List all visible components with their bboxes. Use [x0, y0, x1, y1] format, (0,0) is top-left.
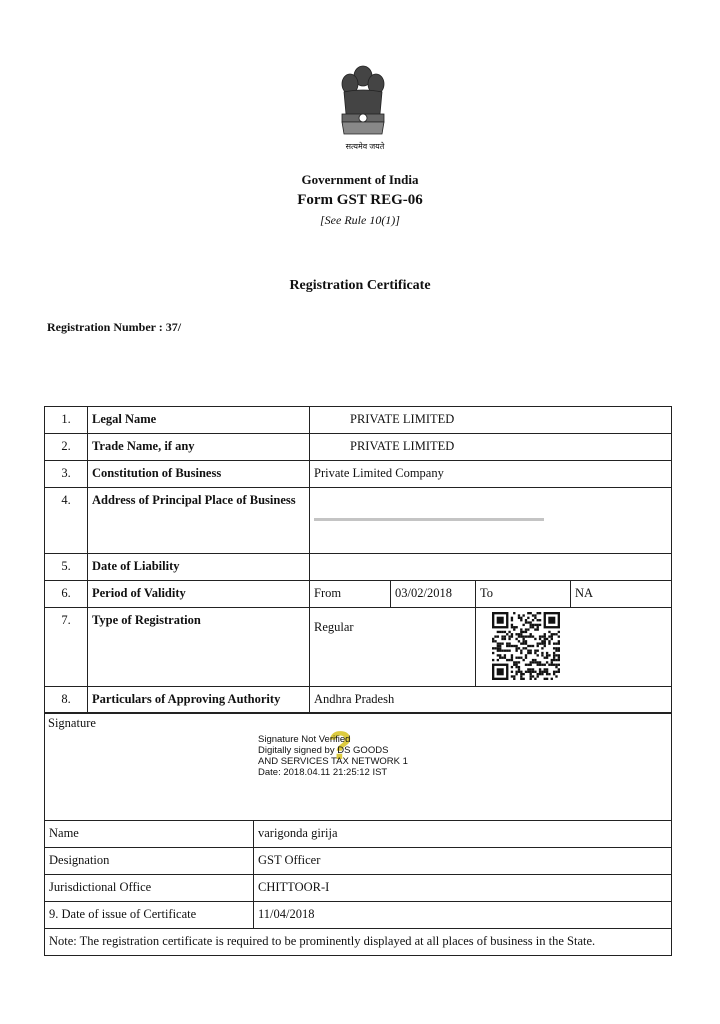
validity-to-value: NA [571, 581, 672, 608]
signature-row [45, 713, 672, 821]
emblem-motto: सत्यमेव जयते [345, 142, 385, 151]
designation-label: Designation [45, 848, 254, 875]
row-number: 1. [45, 407, 88, 434]
details-table [44, 406, 672, 714]
table-row [45, 434, 672, 461]
validity-from-date: 03/02/2018 [391, 581, 476, 608]
table-row [45, 902, 672, 929]
row-number: 2. [45, 434, 88, 461]
validity-to-label: To [476, 581, 571, 608]
row-number: 6. [45, 581, 88, 608]
approving-authority-value: Andhra Pradesh [310, 687, 672, 714]
jurisdictional-office-value: CHITTOOR-I [254, 875, 672, 902]
validity-from-label: From [310, 581, 391, 608]
signature-date: Date: 2018.04.11 21:25:12 IST [258, 767, 388, 778]
row-number: 7. [45, 608, 88, 687]
trade-name-value: PRIVATE LIMITED [310, 434, 672, 461]
digital-signature-text [258, 734, 408, 778]
issue-date-value: 11/04/2018 [254, 902, 672, 929]
rule-reference: [See Rule 10(1)] [320, 213, 400, 227]
certificate-title: Registration Certificate [289, 278, 431, 293]
government-heading: Government of India [301, 172, 419, 187]
approving-authority-label: Particulars of Approving Authority [88, 687, 310, 714]
table-row [45, 875, 672, 902]
trade-name-label: Trade Name, if any [88, 434, 310, 461]
officer-table [44, 712, 672, 956]
constitution-label: Constitution of Business [88, 461, 310, 488]
table-row [45, 929, 672, 956]
registration-type-value: Regular [310, 608, 476, 687]
address-value [310, 488, 672, 554]
officer-name-value: varigonda girija [254, 821, 672, 848]
validity-label: Period of Validity [88, 581, 310, 608]
date-of-liability-value [310, 554, 672, 581]
signed-by-line-1: Digitally signed by DS GOODS [258, 745, 389, 756]
table-row [45, 554, 672, 581]
row-number: 8. [45, 687, 88, 714]
table-row [45, 407, 672, 434]
signature-status: Signature Not Verified [258, 734, 351, 745]
row-number: 3. [45, 461, 88, 488]
row-number: 4. [45, 488, 88, 554]
table-row [45, 821, 672, 848]
table-row [45, 581, 672, 608]
constitution-value: Private Limited Company [310, 461, 672, 488]
unverified-question-icon: ? [328, 724, 353, 768]
signature-label: Signature [48, 716, 96, 730]
date-of-liability-label: Date of Liability [88, 554, 310, 581]
table-row [45, 608, 672, 687]
issue-date-label: 9. Date of issue of Certificate [45, 902, 254, 929]
officer-name-label: Name [45, 821, 254, 848]
table-row [45, 488, 672, 554]
legal-name-label: Legal Name [88, 407, 310, 434]
table-row [45, 687, 672, 714]
qr-code-icon [492, 612, 560, 680]
table-row [45, 848, 672, 875]
signed-by-line-2: AND SERVICES TAX NETWORK 1 [258, 756, 408, 767]
table-row [45, 461, 672, 488]
signature-cell [45, 713, 672, 821]
designation-value: GST Officer [254, 848, 672, 875]
registration-type-label: Type of Registration [88, 608, 310, 687]
row-number: 5. [45, 554, 88, 581]
display-note: Note: The registration certificate is required to be prominently displayed at all places of business in the State. [45, 929, 672, 956]
legal-name-value: PRIVATE LIMITED [310, 407, 672, 434]
registration-number: Registration Number : 37/ [47, 320, 182, 334]
qr-cell [476, 608, 672, 687]
address-label: Address of Principal Place of Business [88, 488, 310, 554]
jurisdictional-office-label: Jurisdictional Office [45, 875, 254, 902]
form-title: Form GST REG-06 [297, 192, 423, 208]
